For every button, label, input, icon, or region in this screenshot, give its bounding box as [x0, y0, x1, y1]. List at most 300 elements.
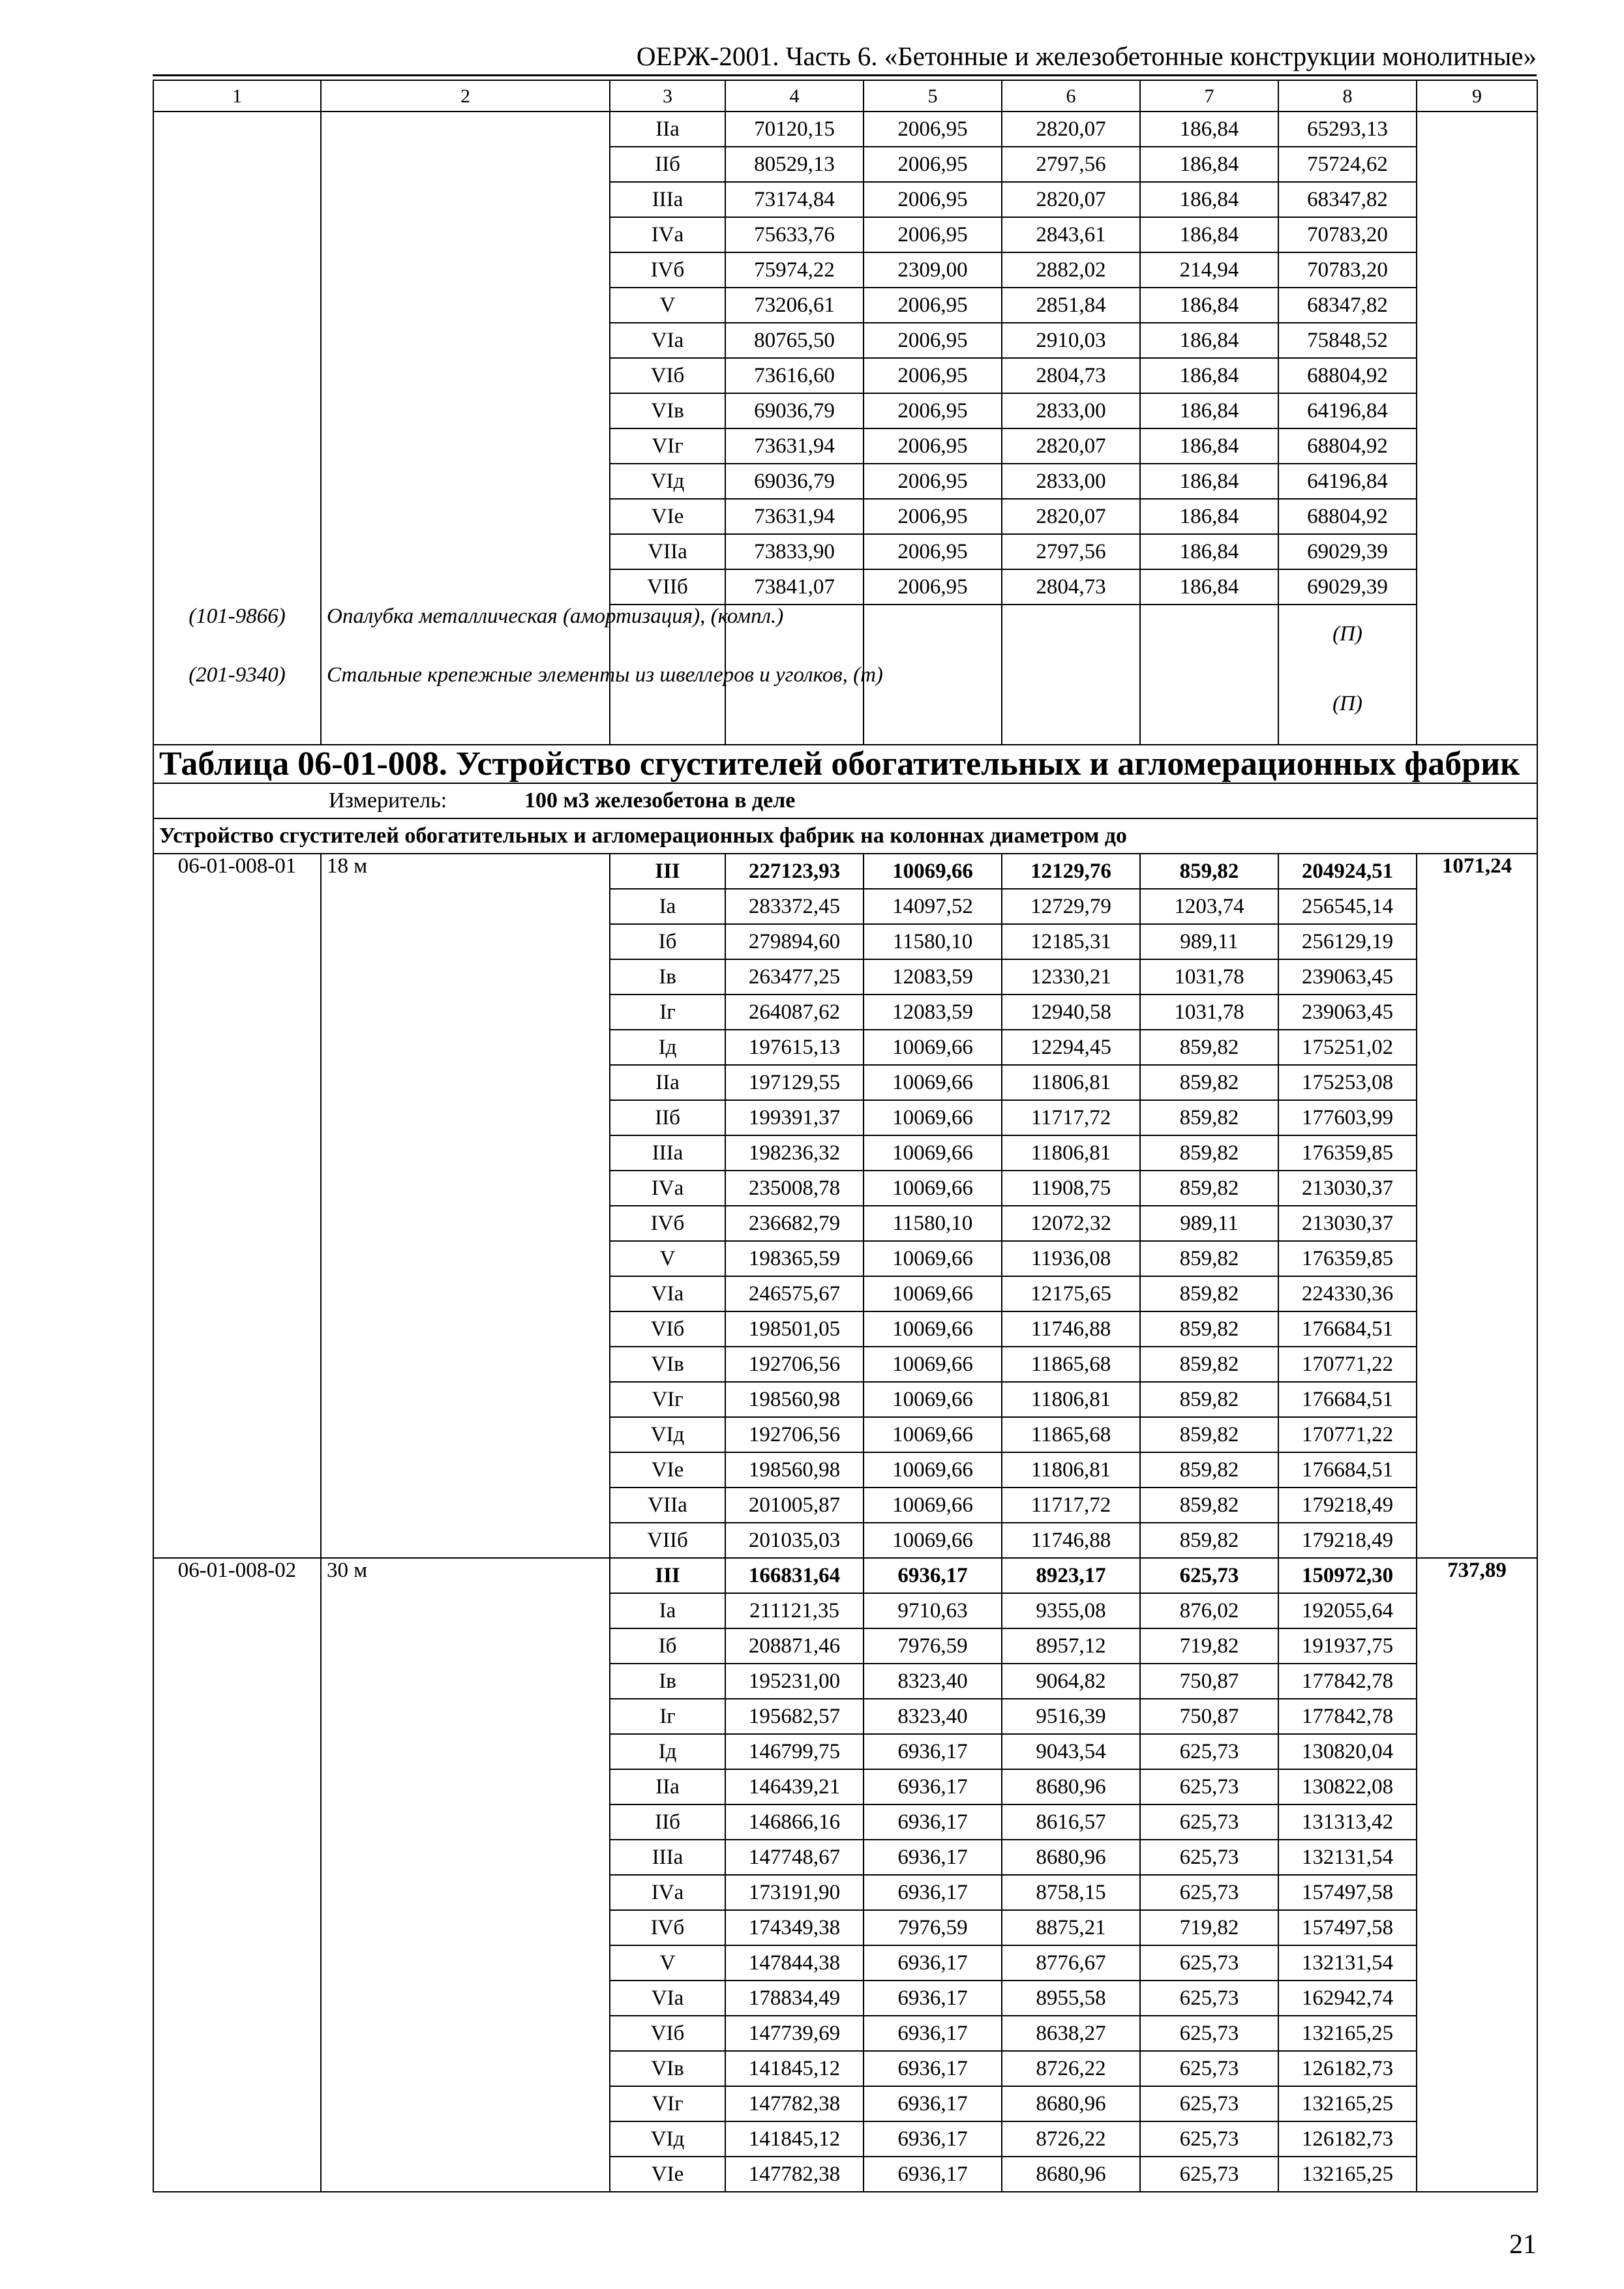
value-cell: 859,82	[1140, 1135, 1278, 1171]
zone-cell: Iд	[610, 1030, 725, 1065]
value-cell: 73841,07	[725, 569, 864, 605]
value-cell: 211121,35	[725, 1593, 864, 1628]
zone-cell: VIд	[610, 2121, 725, 2157]
value-cell: 2843,61	[1002, 217, 1140, 252]
material-mark: (П)	[1278, 663, 1417, 745]
section-title: Устройство сгустителей обогатительных и агломерационных фабрик на колоннах диаметром до	[153, 818, 1537, 854]
value-cell: 186,84	[1140, 464, 1278, 499]
value-cell: 2006,95	[864, 323, 1002, 358]
value-cell: 859,82	[1140, 1030, 1278, 1065]
value-cell: 2833,00	[1002, 393, 1140, 428]
table-title-row	[153, 745, 1537, 783]
value-cell: 186,84	[1140, 569, 1278, 605]
table-row	[153, 112, 1537, 147]
column-number: 4	[725, 80, 864, 112]
value-cell: 2820,07	[1002, 499, 1140, 534]
value-cell: 750,87	[1140, 1699, 1278, 1734]
value-cell: 2820,07	[1002, 182, 1140, 217]
value-cell: 6936,17	[864, 1558, 1002, 1593]
value-cell: 12729,79	[1002, 889, 1140, 924]
value-cell: 263477,25	[725, 959, 864, 995]
value-cell: 859,82	[1140, 1276, 1278, 1311]
value-cell: 6936,17	[864, 2051, 1002, 2086]
value-cell: 186,84	[1140, 428, 1278, 464]
value-cell: 10069,66	[864, 1488, 1002, 1523]
value-cell: 69036,79	[725, 393, 864, 428]
value-cell: 69029,39	[1278, 534, 1417, 569]
value-cell: 130820,04	[1278, 1734, 1417, 1769]
value-cell: 68804,92	[1278, 428, 1417, 464]
value-cell: 70120,15	[725, 112, 864, 147]
value-cell: 186,84	[1140, 393, 1278, 428]
value-cell: 7976,59	[864, 1628, 1002, 1664]
value-cell: 12940,58	[1002, 995, 1140, 1030]
value-cell: 8923,17	[1002, 1558, 1140, 1593]
value-cell: 70783,20	[1278, 217, 1417, 252]
value-cell: 10069,66	[864, 1100, 1002, 1135]
value-cell: 10069,66	[864, 1417, 1002, 1452]
value-cell: 227123,93	[725, 854, 864, 889]
value-cell: 10069,66	[864, 1135, 1002, 1171]
value-cell: 14097,52	[864, 889, 1002, 924]
zone-cell: IIа	[610, 112, 725, 147]
value-cell: 132165,25	[1278, 2016, 1417, 2051]
value-cell: 2006,95	[864, 112, 1002, 147]
zone-cell: IIб	[610, 1804, 725, 1840]
unit-label: Измеритель:	[329, 788, 447, 813]
empty-cell	[864, 663, 1002, 745]
zone-cell: VIг	[610, 428, 725, 464]
value-cell: 10069,66	[864, 1347, 1002, 1382]
zone-cell: Iв	[610, 1664, 725, 1699]
value-cell: 12129,76	[1002, 854, 1140, 889]
empty-cell	[1002, 663, 1140, 745]
material-mark: (П)	[1278, 605, 1417, 663]
value-cell: 141845,12	[725, 2121, 864, 2157]
value-cell: 10069,66	[864, 1241, 1002, 1276]
value-cell: 75848,52	[1278, 323, 1417, 358]
value-cell: 989,11	[1140, 1206, 1278, 1241]
table-row	[153, 1558, 1537, 1593]
value-cell: 235008,78	[725, 1171, 864, 1206]
value-cell: 75633,76	[725, 217, 864, 252]
zone-cell: VIв	[610, 2051, 725, 2086]
value-cell: 10069,66	[864, 1311, 1002, 1347]
value-cell: 10069,66	[864, 1523, 1002, 1558]
table-title: Таблица 06-01-008. Устройство сгустителей обогатительных и агломерационных фабрик	[153, 745, 1537, 783]
value-cell: 68804,92	[1278, 358, 1417, 393]
value-cell: 2910,03	[1002, 323, 1140, 358]
value-cell: 8955,58	[1002, 1981, 1140, 2016]
value-cell: 10069,66	[864, 1171, 1002, 1206]
value-cell: 2006,95	[864, 288, 1002, 323]
value-cell: 625,73	[1140, 1734, 1278, 1769]
value-cell: 146439,21	[725, 1769, 864, 1804]
value-cell: 8323,40	[864, 1699, 1002, 1734]
value-cell: 176684,51	[1278, 1382, 1417, 1417]
value-cell: 192055,64	[1278, 1593, 1417, 1628]
value-cell: 256129,19	[1278, 924, 1417, 959]
value-cell: 859,82	[1140, 1065, 1278, 1100]
zone-cell: V	[610, 1945, 725, 1981]
value-cell: 132131,54	[1278, 1945, 1417, 1981]
material-code: (101-9866)	[153, 605, 321, 663]
value-cell: 204924,51	[1278, 854, 1417, 889]
zone-cell: VIб	[610, 2016, 725, 2051]
value-cell: 1031,78	[1140, 995, 1278, 1030]
value-cell: 178834,49	[725, 1981, 864, 2016]
value-cell: 9355,08	[1002, 1593, 1140, 1628]
value-cell: 69029,39	[1278, 569, 1417, 605]
value-cell: 68347,82	[1278, 182, 1417, 217]
table-row	[153, 854, 1537, 889]
column-number: 2	[321, 80, 610, 112]
value-cell: 11908,75	[1002, 1171, 1140, 1206]
value-cell: 11865,68	[1002, 1347, 1140, 1382]
value-cell: 2006,95	[864, 393, 1002, 428]
material-code: (201-9340)	[153, 663, 321, 745]
zone-cell: VIб	[610, 1311, 725, 1347]
value-cell: 2006,95	[864, 534, 1002, 569]
zone-cell: IVа	[610, 217, 725, 252]
zone-cell: III	[610, 854, 725, 889]
value-cell: 625,73	[1140, 2051, 1278, 2086]
value-cell: 8680,96	[1002, 1769, 1140, 1804]
value-cell: 625,73	[1140, 2086, 1278, 2121]
value-cell: 12330,21	[1002, 959, 1140, 995]
value-cell: 176684,51	[1278, 1452, 1417, 1488]
column-number: 7	[1140, 80, 1278, 112]
zone-cell: VIв	[610, 393, 725, 428]
value-cell: 10069,66	[864, 1065, 1002, 1100]
value-cell: 80765,50	[725, 323, 864, 358]
value-cell: 177603,99	[1278, 1100, 1417, 1135]
empty-cell	[1002, 605, 1140, 663]
section-row	[153, 818, 1537, 854]
value-cell: 11806,81	[1002, 1452, 1140, 1488]
value-cell: 146799,75	[725, 1734, 864, 1769]
value-cell: 8680,96	[1002, 2157, 1140, 2192]
value-cell: 176359,85	[1278, 1135, 1417, 1171]
value-cell: 2006,95	[864, 217, 1002, 252]
value-cell: 8616,57	[1002, 1804, 1140, 1840]
value-cell: 279894,60	[725, 924, 864, 959]
value-cell: 8323,40	[864, 1664, 1002, 1699]
column-number: 6	[1002, 80, 1140, 112]
value-cell: 70783,20	[1278, 252, 1417, 288]
value-cell: 186,84	[1140, 217, 1278, 252]
value-cell: 6936,17	[864, 2016, 1002, 2051]
page-header	[153, 38, 1537, 76]
value-cell: 8726,22	[1002, 2121, 1140, 2157]
value-cell: 68804,92	[1278, 499, 1417, 534]
item-col9: 737,89	[1417, 1558, 1537, 2192]
empty-cell	[1140, 605, 1278, 663]
value-cell: 132165,25	[1278, 2157, 1417, 2192]
item-col9: 1071,24	[1417, 854, 1537, 1558]
value-cell: 264087,62	[725, 995, 864, 1030]
value-cell: 191937,75	[1278, 1628, 1417, 1664]
value-cell: 8957,12	[1002, 1628, 1140, 1664]
value-cell: 625,73	[1140, 2121, 1278, 2157]
column-number: 5	[864, 80, 1002, 112]
zone-cell: VIIа	[610, 1488, 725, 1523]
value-cell: 8726,22	[1002, 2051, 1140, 2086]
value-cell: 197615,13	[725, 1030, 864, 1065]
price-table-body	[153, 80, 1537, 2192]
zone-cell: IVб	[610, 252, 725, 288]
value-cell: 8758,15	[1002, 1875, 1140, 1910]
value-cell: 10069,66	[864, 854, 1002, 889]
value-cell: 859,82	[1140, 1417, 1278, 1452]
unit-value: 100 м3 железобетона в деле	[524, 788, 796, 813]
value-cell: 625,73	[1140, 1981, 1278, 2016]
value-cell: 9064,82	[1002, 1664, 1140, 1699]
value-cell: 6936,17	[864, 1769, 1002, 1804]
value-cell: 69036,79	[725, 464, 864, 499]
value-cell: 6936,17	[864, 1840, 1002, 1875]
value-cell: 6936,17	[864, 1875, 1002, 1910]
value-cell: 197129,55	[725, 1065, 864, 1100]
value-cell: 246575,67	[725, 1276, 864, 1311]
unit-row	[153, 783, 1537, 818]
value-cell: 283372,45	[725, 889, 864, 924]
value-cell: 6936,17	[864, 2121, 1002, 2157]
value-cell: 177842,78	[1278, 1664, 1417, 1699]
value-cell: 12072,32	[1002, 1206, 1140, 1241]
zone-cell: VIа	[610, 323, 725, 358]
value-cell: 2797,56	[1002, 147, 1140, 182]
value-cell: 146866,16	[725, 1804, 864, 1840]
value-cell: 175253,08	[1278, 1065, 1417, 1100]
value-cell: 68347,82	[1278, 288, 1417, 323]
zone-cell: VIIа	[610, 534, 725, 569]
value-cell: 150972,30	[1278, 1558, 1417, 1593]
material-name: Стальные крепежные элементы из швеллеров и уголков, (т)	[321, 663, 610, 745]
value-cell: 192706,56	[725, 1347, 864, 1382]
value-cell: 10069,66	[864, 1382, 1002, 1417]
value-cell: 750,87	[1140, 1664, 1278, 1699]
value-cell: 198560,98	[725, 1382, 864, 1417]
value-cell: 9043,54	[1002, 1734, 1140, 1769]
value-cell: 256545,14	[1278, 889, 1417, 924]
zone-cell: Iд	[610, 1734, 725, 1769]
value-cell: 11746,88	[1002, 1523, 1140, 1558]
value-cell: 12175,65	[1002, 1276, 1140, 1311]
zone-cell: VIд	[610, 464, 725, 499]
value-cell: 147782,38	[725, 2157, 864, 2192]
value-cell: 198560,98	[725, 1452, 864, 1488]
zone-cell: IIIа	[610, 182, 725, 217]
material-row	[153, 605, 1537, 663]
value-cell: 147739,69	[725, 2016, 864, 2051]
value-cell: 64196,84	[1278, 393, 1417, 428]
value-cell: 75724,62	[1278, 147, 1417, 182]
zone-cell: VIе	[610, 1452, 725, 1488]
zone-cell: Iа	[610, 1593, 725, 1628]
value-cell: 2006,95	[864, 147, 1002, 182]
zone-cell: IIа	[610, 1769, 725, 1804]
value-cell: 2006,95	[864, 182, 1002, 217]
column-number: 8	[1278, 80, 1417, 112]
value-cell: 147748,67	[725, 1840, 864, 1875]
value-cell: 2804,73	[1002, 358, 1140, 393]
value-cell: 859,82	[1140, 1100, 1278, 1135]
value-cell: 12083,59	[864, 995, 1002, 1030]
value-cell: 859,82	[1140, 1452, 1278, 1488]
value-cell: 859,82	[1140, 1347, 1278, 1382]
value-cell: 2882,02	[1002, 252, 1140, 288]
value-cell: 11580,10	[864, 924, 1002, 959]
value-cell: 130822,08	[1278, 1769, 1417, 1804]
price-table	[153, 80, 1538, 2192]
value-cell: 6936,17	[864, 1945, 1002, 1981]
value-cell: 186,84	[1140, 358, 1278, 393]
value-cell: 186,84	[1140, 288, 1278, 323]
value-cell: 2820,07	[1002, 112, 1140, 147]
value-cell: 177842,78	[1278, 1699, 1417, 1734]
value-cell: 131313,42	[1278, 1804, 1417, 1840]
value-cell: 8680,96	[1002, 1840, 1140, 1875]
column-number: 1	[153, 80, 321, 112]
value-cell: 170771,22	[1278, 1347, 1417, 1382]
value-cell: 239063,45	[1278, 959, 1417, 995]
value-cell: 214,94	[1140, 252, 1278, 288]
value-cell: 80529,13	[725, 147, 864, 182]
value-cell: 73833,90	[725, 534, 864, 569]
value-cell: 876,02	[1140, 1593, 1278, 1628]
value-cell: 208871,46	[725, 1628, 864, 1664]
value-cell: 2804,73	[1002, 569, 1140, 605]
material-name: Опалубка металлическая (амортизация), (компл.)	[321, 605, 610, 663]
value-cell: 192706,56	[725, 1417, 864, 1452]
value-cell: 12083,59	[864, 959, 1002, 995]
value-cell: 625,73	[1140, 1945, 1278, 1981]
col9-cell	[1417, 112, 1537, 745]
item-code: 06-01-008-02	[153, 1558, 321, 2192]
value-cell: 65293,13	[1278, 112, 1417, 147]
value-cell: 186,84	[1140, 112, 1278, 147]
value-cell: 199391,37	[725, 1100, 864, 1135]
zone-cell: VIа	[610, 1276, 725, 1311]
value-cell: 11580,10	[864, 1206, 1002, 1241]
zone-cell: IIIа	[610, 1840, 725, 1875]
value-cell: 175251,02	[1278, 1030, 1417, 1065]
value-cell: 213030,37	[1278, 1171, 1417, 1206]
value-cell: 2851,84	[1002, 288, 1140, 323]
value-cell: 11717,72	[1002, 1488, 1140, 1523]
value-cell: 201035,03	[725, 1523, 864, 1558]
value-cell: 75974,22	[725, 252, 864, 288]
value-cell: 173191,90	[725, 1875, 864, 1910]
value-cell: 9710,63	[864, 1593, 1002, 1628]
value-cell: 11806,81	[1002, 1382, 1140, 1417]
value-cell: 73631,94	[725, 499, 864, 534]
value-cell: 2309,00	[864, 252, 1002, 288]
value-cell: 8680,96	[1002, 2086, 1140, 2121]
value-cell: 73631,94	[725, 428, 864, 464]
value-cell: 6936,17	[864, 1734, 1002, 1769]
item-code: 06-01-008-01	[153, 854, 321, 1558]
value-cell: 11806,81	[1002, 1135, 1140, 1171]
value-cell: 198365,59	[725, 1241, 864, 1276]
zone-cell: IVб	[610, 1910, 725, 1945]
value-cell: 126182,73	[1278, 2051, 1417, 2086]
value-cell: 2006,95	[864, 499, 1002, 534]
unit-cell	[153, 783, 1537, 818]
value-cell: 186,84	[1140, 182, 1278, 217]
zone-cell: VIг	[610, 2086, 725, 2121]
value-cell: 8776,67	[1002, 1945, 1140, 1981]
zone-cell: Iв	[610, 959, 725, 995]
zone-cell: VIв	[610, 1347, 725, 1382]
value-cell: 176359,85	[1278, 1241, 1417, 1276]
value-cell: 10069,66	[864, 1030, 1002, 1065]
zone-cell: Iг	[610, 1699, 725, 1734]
zone-cell: VIа	[610, 1981, 725, 2016]
value-cell: 859,82	[1140, 1382, 1278, 1417]
value-cell: 625,73	[1140, 1558, 1278, 1593]
value-cell: 179218,49	[1278, 1523, 1417, 1558]
column-number: 3	[610, 80, 725, 112]
value-cell: 10069,66	[864, 1276, 1002, 1311]
value-cell: 625,73	[1140, 1840, 1278, 1875]
value-cell: 9516,39	[1002, 1699, 1140, 1734]
value-cell: 132165,25	[1278, 2086, 1417, 2121]
value-cell: 170771,22	[1278, 1417, 1417, 1452]
empty-cell	[864, 605, 1002, 663]
zone-cell: VIе	[610, 2157, 725, 2192]
value-cell: 73174,84	[725, 182, 864, 217]
value-cell: 224330,36	[1278, 1276, 1417, 1311]
value-cell: 176684,51	[1278, 1311, 1417, 1347]
material-row	[153, 663, 1537, 745]
value-cell: 6936,17	[864, 2157, 1002, 2192]
value-cell: 719,82	[1140, 1910, 1278, 1945]
value-cell: 126182,73	[1278, 2121, 1417, 2157]
zone-cell: Iа	[610, 889, 725, 924]
value-cell: 198236,32	[725, 1135, 864, 1171]
value-cell: 11936,08	[1002, 1241, 1140, 1276]
value-cell: 186,84	[1140, 499, 1278, 534]
value-cell: 859,82	[1140, 1241, 1278, 1276]
zone-cell: VIд	[610, 1417, 725, 1452]
document-title: ОЕРЖ-2001. Часть 6. «Бетонные и железобетонные конструкции монолитные»	[636, 41, 1537, 71]
zone-cell: VIе	[610, 499, 725, 534]
value-cell: 236682,79	[725, 1206, 864, 1241]
value-cell: 132131,54	[1278, 1840, 1417, 1875]
value-cell: 11806,81	[1002, 1065, 1140, 1100]
zone-cell: IIб	[610, 147, 725, 182]
zone-cell: III	[610, 1558, 725, 1593]
empty-cell	[1140, 663, 1278, 745]
value-cell: 859,82	[1140, 1523, 1278, 1558]
value-cell: 2006,95	[864, 464, 1002, 499]
value-cell: 859,82	[1140, 1311, 1278, 1347]
value-cell: 7976,59	[864, 1910, 1002, 1945]
zone-cell: Iб	[610, 924, 725, 959]
value-cell: 11746,88	[1002, 1311, 1140, 1347]
value-cell: 2006,95	[864, 358, 1002, 393]
zone-cell: VIIб	[610, 569, 725, 605]
value-cell: 8638,27	[1002, 2016, 1140, 2051]
value-cell: 147844,38	[725, 1945, 864, 1981]
value-cell: 11717,72	[1002, 1100, 1140, 1135]
value-cell: 157497,58	[1278, 1910, 1417, 1945]
zone-cell: IVа	[610, 1171, 725, 1206]
value-cell: 141845,12	[725, 2051, 864, 2086]
value-cell: 147782,38	[725, 2086, 864, 2121]
